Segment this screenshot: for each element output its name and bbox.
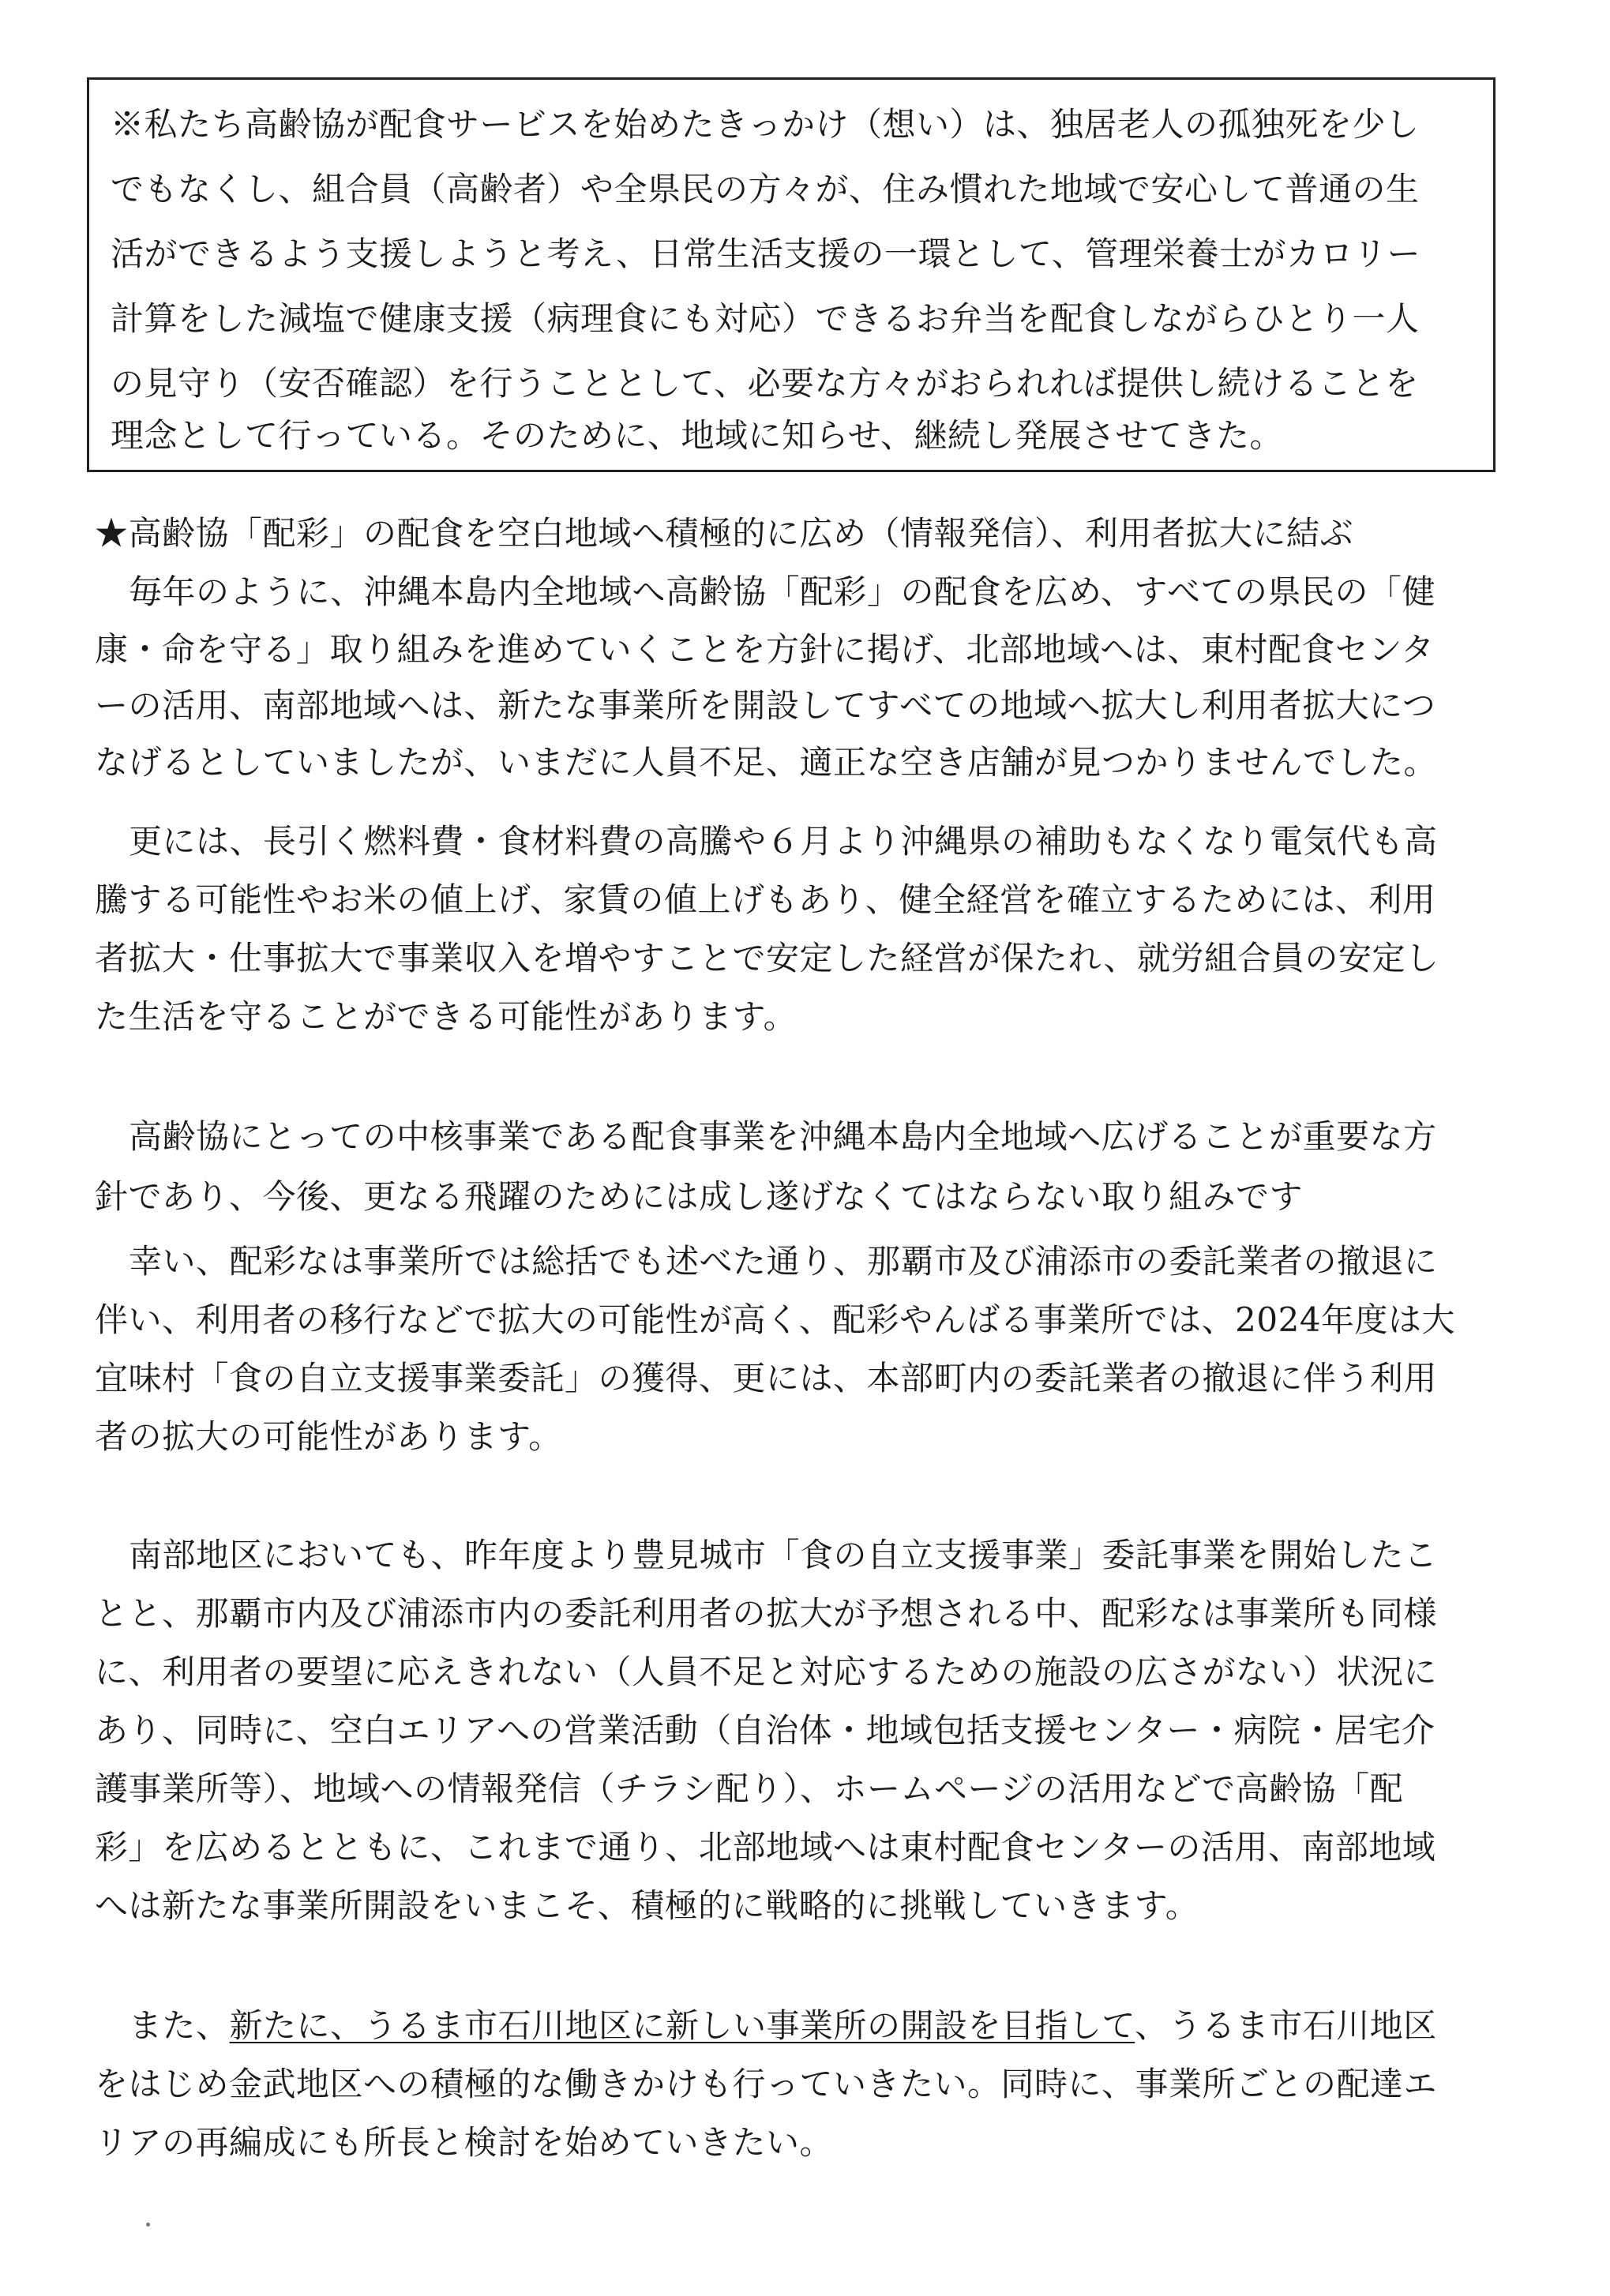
underlined-goal: 新たに、うるま市石川地区に新しい事業所の開設を目指して (229, 2006, 1135, 2045)
section-heading: ★高齢協「配彩」の配食を空白地域へ積極的に広め（情報発信）、利用者拡大に結ぶ (95, 514, 1354, 553)
paragraph-line: 彩」を広めるとともに、これまで通り、北部地域へは東村配食センターの活用、南部地域 (95, 1828, 1436, 1866)
paragraph-line: リアの再編成にも所長と検討を始めていきたい。 (95, 2123, 834, 2162)
paragraph-line: へは新たな事業所開設をいまこそ、積極的に戦略的に挑戦していきます。 (95, 1886, 1199, 1925)
paragraph-line: に、利用者の要望に応えきれない（人員不足と対応するための施設の広さがない）状況に (95, 1653, 1438, 1691)
paragraph-line: をはじめ金武地区への積極的な働きかけも行っていきたい。同時に、事業所ごとの配達エ (95, 2065, 1438, 2103)
paragraph-line: 南部地区においても、昨年度より豊見城市「食の自立支援事業」委託事業を開始したこ (129, 1536, 1438, 1574)
paragraph-line: 騰する可能性やお米の値上げ、家賃の値上げもあり、健全経営を確立するためには、利用 (95, 880, 1436, 919)
intro-line: の見守り（安否確認）を行うこととして、必要な方々がおられれば提供し続けることを (111, 364, 1419, 403)
scan-speck (146, 2223, 150, 2227)
paragraph-text: 、うるま市石川地区 (1135, 2006, 1437, 2045)
paragraph-line: 毎年のように、沖縄本島内全地域へ高齢協「配彩」の配食を広め、すべての県民の「健 (129, 572, 1435, 611)
paragraph-line: 高齢協にとっての中核事業である配食事業を沖縄本島内全地域へ広げることが重要な方 (129, 1117, 1437, 1156)
paragraph-line: 更には、長引く燃料費・食材料費の高騰や６月より沖縄県の補助もなくなり電気代も高 (129, 822, 1438, 861)
intro-line: ※私たち高齢協が配食サービスを始めたきっかけ（想い）は、独居老人の孤独死を少し (111, 105, 1420, 144)
paragraph-line: た生活を守ることができる可能性があります。 (95, 997, 797, 1036)
intro-line: 活ができるよう支援しようと考え、日常生活支援の一環として、管理栄養士がカロリー (111, 234, 1421, 273)
paragraph-line: 宜味村「食の自立支援事業委託」の獲得、更には、本部町内の委託業者の撤退に伴う利用 (95, 1359, 1438, 1397)
paragraph-line: 者の拡大の可能性があります。 (95, 1417, 562, 1456)
paragraph-line: 幸い、配彩なは事業所では総括でも述べた通り、那覇市及び浦添市の委託業者の撤退に (129, 1242, 1438, 1281)
paragraph-line: 者拡大・仕事拡大で事業収入を増やすことで安定した経営が保たれ、就労組合員の安定し (95, 939, 1439, 977)
paragraph-line: ーの活用、南部地域へは、新たな事業所を開設してすべての地域へ拡大し利用者拡大につ (95, 686, 1436, 725)
paragraph-line: あり、同時に、空白エリアへの営業活動（自治体・地域包括支援センター・病院・居宅介 (95, 1711, 1435, 1750)
paragraph-line: 針であり、今後、更なる飛躍のためには成し遂げなくてはならない取り組みです (95, 1177, 1304, 1216)
paragraph-line: とと、那覇市内及び浦添市内の委託利用者の拡大が予想される中、配彩なは事業所も同様 (95, 1594, 1438, 1633)
intro-line: でもなくし、組合員（高齢者）や全県民の方々が、住み慣れた地域で安心して普通の生 (111, 170, 1420, 208)
paragraph-line: 護事業所等）、地域への情報発信（チラシ配り）、ホームページの活用などで高齢協「配 (95, 1769, 1404, 1808)
paragraph-text: また、 (129, 2006, 230, 2045)
paragraph-line: 康・命を守る」取り組みを進めていくことを方針に掲げ、北部地域へは、東村配食センタ (95, 630, 1435, 669)
intro-line: 理念として行っている。そのために、地域に知らせ、継続し発展させてきた。 (111, 416, 1283, 455)
intro-line: 計算をした減塩で健康支援（病理食にも対応）できるお弁当を配食しながらひとり一人 (111, 299, 1420, 338)
paragraph-line (129, 2004, 1437, 2048)
paragraph-line: なげるとしていましたが、いまだに人員不足、適正な空き店舗が見つかりませんでした。 (95, 743, 1438, 782)
paragraph-line: 伴い、利用者の移行などで拡大の可能性が高く、配彩やんばる事業所では、2024年度は大 (95, 1300, 1456, 1339)
